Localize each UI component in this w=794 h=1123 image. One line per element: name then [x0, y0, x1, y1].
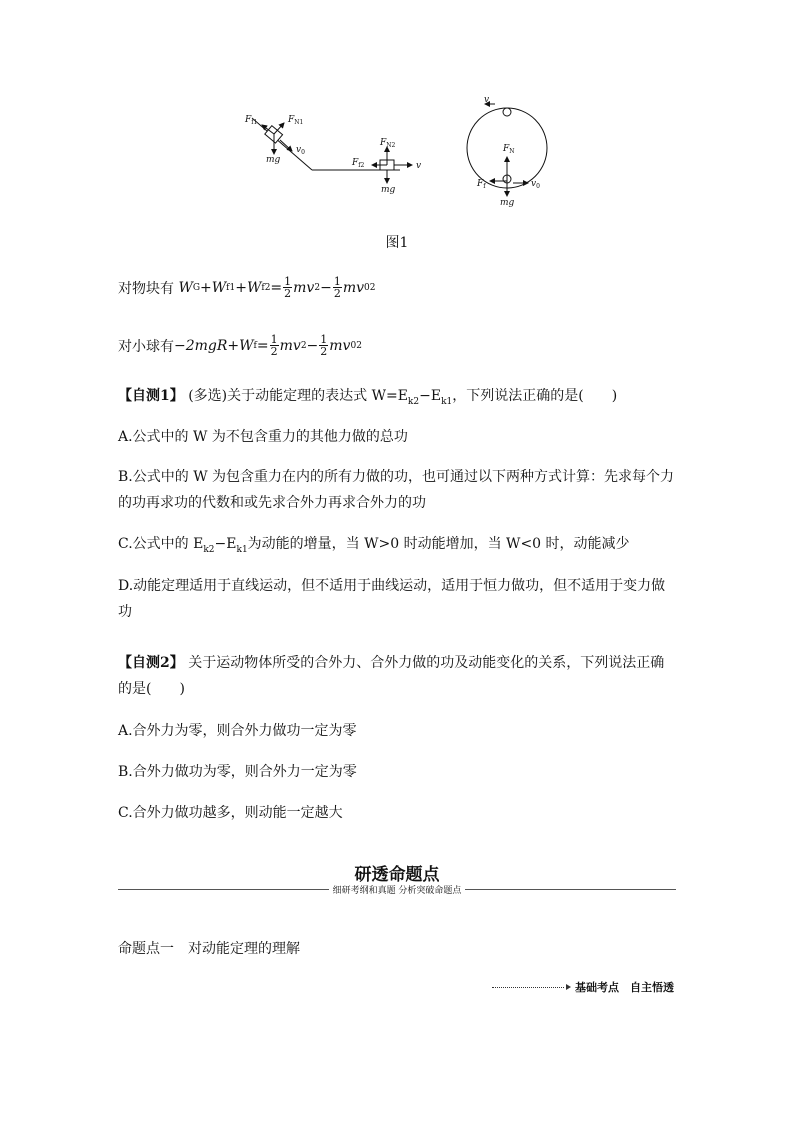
option-a[interactable]: A.合外力为零，则合外力做功一定为零 [118, 723, 357, 739]
svg-text:FN2: $F_{N2}$ [380, 138, 396, 149]
question-2-stem: 【自测2】 关于运动物体所受的合外力、合外力做的功及动能变化的关系，下列说法正确的是( ) [118, 655, 665, 697]
svg-text:v0: $v_0$ [531, 179, 540, 190]
option-a[interactable]: A.公式中的 W 为不包含重力的其他力做的总功 [118, 429, 408, 445]
ball-top [503, 108, 511, 116]
point-title: 命题点一 对动能定理的理解 [118, 941, 300, 957]
option-b[interactable]: B.公式中的 W 为包含重力在内的所有力做的功，也可通过以下两种方式计算：先求每个力的功再求功的代数和或先求合外力再求合外力的功 [118, 469, 675, 511]
question-1-stem: 【自测1】 (多选)关于动能定理的表达式 $W=E_{k2}-E_{k1}$，下列说法正确的是( ) [118, 388, 618, 407]
figure-1 [0, 0, 794, 230]
svg-text:Ff1: $F_{f1}$ [245, 115, 258, 126]
section-title: 研透命题点 [354, 865, 440, 885]
svg-text:v0: $v_0$ [296, 145, 305, 156]
section-subtitle: 细研考纲和真题 分析突破命题点 [0, 883, 794, 896]
figure-caption: 图1 [385, 235, 409, 251]
option-c[interactable]: C.合外力做功越多，则动能一定越大 [118, 805, 343, 821]
formula-block: 对小球有 −2mgR + W f = $\frac{1}{2}$ mv 2 − $\frac{1}{2}$ mv 0 2 [118, 333, 362, 358]
svg-text:v: v [484, 95, 490, 105]
svg-text:FN: $F_N$ [503, 144, 515, 155]
formula-prefix: 对小球有 [118, 338, 174, 355]
point-tag: 基础考点 自主悟透 [492, 979, 674, 995]
svg-text:mg: mg [500, 198, 515, 208]
option-d[interactable]: D.动能定理适用于直线运动，但不适用于曲线运动，适用于恒力做功，但不适用于变力做功 [118, 578, 666, 620]
svg-text:Ff2: $F_{f2}$ [352, 158, 365, 169]
formula-block: 对物块有 W G + W f1 + W f2 = $\frac{1}{2}$ mv 2 − $\frac{1}{2}$ mv 0 2 [118, 275, 376, 300]
fraction-half: $\frac{1}{2}$ [320, 333, 328, 358]
option-b[interactable]: B.合外力做功为零，则合外力一定为零 [118, 764, 357, 780]
dotted-leader [492, 987, 564, 988]
svg-text:mg: mg [266, 155, 281, 165]
question-tag: 【自测1】 [118, 388, 184, 404]
formula-prefix: 对物块有 [118, 280, 174, 297]
option-c[interactable]: C.公式中的 $E_{k2}-E_{k1}$为动能的增量，当 W>0 时动能增加，当 W<0 时，动能减少 [118, 536, 630, 555]
question-tag: 【自测2】 [118, 655, 184, 671]
fraction-half: $\frac{1}{2}$ [333, 275, 341, 300]
arrow-icon [566, 984, 571, 990]
svg-text:FN1: $F_{N1}$ [288, 115, 304, 126]
svg-text:v: v [416, 161, 422, 171]
fraction-half: $\frac{1}{2}$ [270, 333, 278, 358]
fraction-half: $\frac{1}{2}$ [284, 275, 292, 300]
svg-text:Ff: $F_f$ [477, 179, 486, 190]
svg-text:mg: mg [381, 185, 396, 195]
